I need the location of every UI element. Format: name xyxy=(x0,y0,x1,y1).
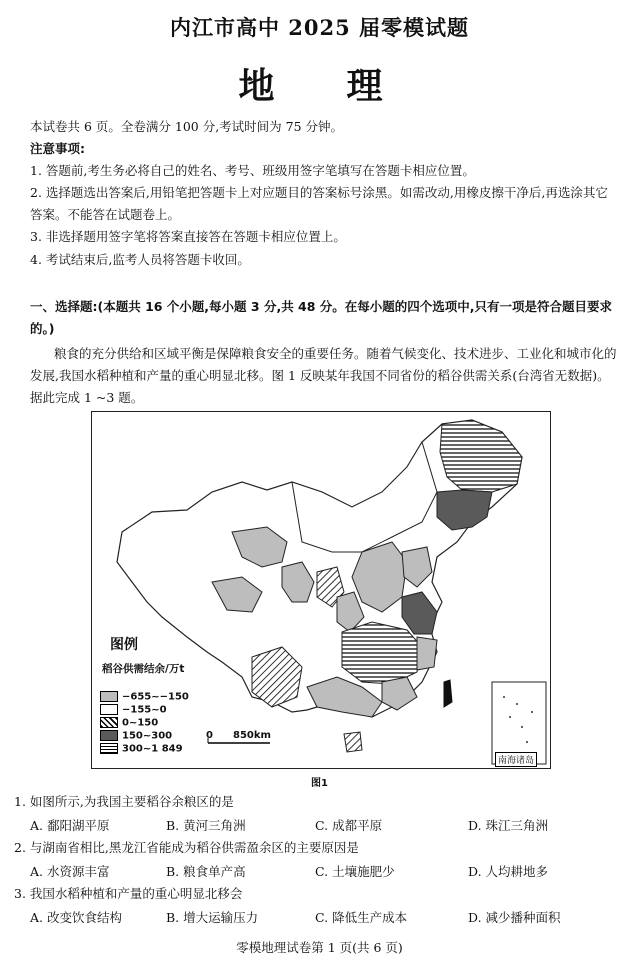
scale-zero: 0 xyxy=(206,730,213,741)
legend-swatch-light-gray xyxy=(100,691,118,702)
inset-label: 南海诸岛 xyxy=(495,752,537,767)
jilin-region xyxy=(437,490,492,530)
section-title: 一、选择题:(本题共 16 个小题,每小题 3 分,共 48 分。在每小题的四个选项中,只有一项是符合题目要求的。) xyxy=(30,299,613,336)
legend-swatch-stripes xyxy=(100,743,118,754)
hainan-region xyxy=(344,732,362,752)
option: B. 粮食单产高 xyxy=(166,864,246,879)
notice-item: 3. 非选择题用签字笔将答案直接答在答题卡相应位置上。 xyxy=(30,229,346,244)
legend-title: 图例 xyxy=(110,637,138,653)
legend-item: 300~1 849 xyxy=(100,743,183,754)
material-text: 粮食的充分供给和区域平衡是保障粮食安全的重要任务。随着气候变化、技术进步、工业化和城市化的发展,我国水稻种植和产量的重心明显北移。图 1 反映某年我国不同省份的稻谷供需关系(台湾省无数据)。据此完成 1 ~3 题。 xyxy=(30,346,617,405)
legend-item: 0~150 xyxy=(100,717,158,728)
question-stem: 2. 与湖南省相比,黑龙江省能成为稻谷供需盈余区的主要原因是 xyxy=(14,840,359,855)
option: C. 降低生产成本 xyxy=(315,910,408,925)
scale-label: 850km xyxy=(233,730,271,741)
question-stem: 1. 如图所示,为我国主要稻谷余粮区的是 xyxy=(14,794,234,809)
option: D. 人均耕地多 xyxy=(468,864,549,879)
rice-supply-map xyxy=(91,411,551,769)
legend-swatch-dark-gray xyxy=(100,730,118,741)
taiwan-region xyxy=(444,680,452,707)
legend-swatch-white xyxy=(100,704,118,715)
option: D. 减少播种面积 xyxy=(468,910,561,925)
option: B. 黄河三角洲 xyxy=(166,818,246,833)
notice-item: 2. 选择题选出答案后,用铅笔把答题卡上对应题目的答案标号涂黑。如需改动,用橡皮擦干净后,再选涂其它答案。不能答在试题卷上。 xyxy=(30,185,608,222)
legend-subtitle: 稻谷供需结余/万t xyxy=(102,663,185,675)
subject-title: 地 理 xyxy=(238,66,401,107)
figure-caption: 图1 xyxy=(311,778,328,789)
notice-title: 注意事项: xyxy=(30,141,85,156)
option: A. 改变饮食结构 xyxy=(30,910,122,925)
option: B. 增大运输压力 xyxy=(166,910,259,925)
exam-title: 内江市高中 2025 届零模试题 xyxy=(169,15,470,40)
page-footer: 零模地理试卷第 1 页(共 6 页) xyxy=(236,940,403,955)
legend-item: 150~300 xyxy=(100,730,172,741)
legend-item: −155~0 xyxy=(100,704,167,715)
heilongjiang-region xyxy=(440,420,522,492)
question-stem: 3. 我国水稻种植和产量的重心明显北移会 xyxy=(14,886,243,901)
notice-item: 1. 答题前,考生务必将自己的姓名、考号、班级用签字笔填写在答题卡相应位置。 xyxy=(30,163,475,178)
legend-item: −655~−150 xyxy=(100,691,189,702)
notice-item: 4. 考试结束后,监考人员将答题卡收回。 xyxy=(30,252,250,267)
option: C. 土壤施肥少 xyxy=(315,864,395,879)
legend-swatch-hatch xyxy=(100,717,118,728)
option: D. 珠江三角洲 xyxy=(468,818,549,833)
option: C. 成都平原 xyxy=(315,818,383,833)
exam-info: 本试卷共 6 页。全卷满分 100 分,考试时间为 75 分钟。 xyxy=(30,119,344,134)
option: A. 鄱阳湖平原 xyxy=(30,818,110,833)
option: A. 水资源丰富 xyxy=(30,864,110,879)
